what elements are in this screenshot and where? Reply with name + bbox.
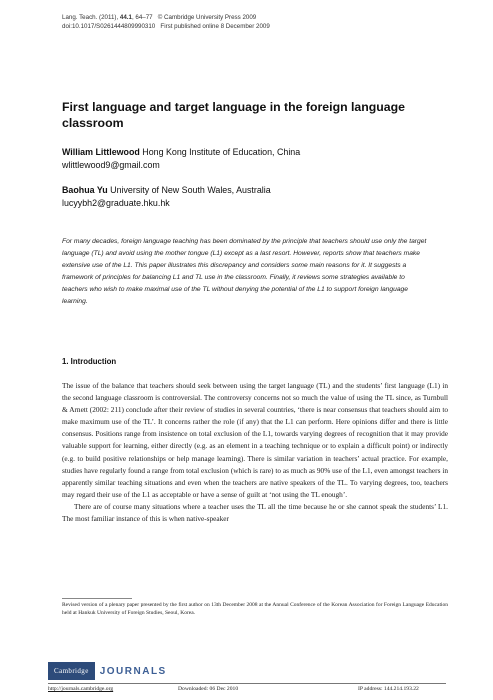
author-email[interactable]: wlittlewood9@gmail.com — [62, 160, 160, 170]
paragraph: There are of course many situations where a teacher uses the TL all the time because he or she cannot speak the students’ L1. The most familiar instance of this is when native-speaker — [62, 501, 448, 524]
page-range: , 64–77 — [131, 14, 153, 21]
author-block-1 — [62, 146, 300, 172]
author-block-2 — [62, 184, 271, 210]
doi[interactable]: doi:10.1017/S0261444809990310 — [62, 23, 156, 30]
author-affiliation: University of New South Wales, Australia — [107, 185, 271, 195]
journal-url-link[interactable]: http://journals.cambridge.org — [48, 686, 114, 692]
footnote-divider — [62, 598, 132, 599]
author-name: William Littlewood — [62, 147, 140, 157]
footnote: Revised version of a plenary paper presented by the first author on 13th December 2008 at the Annual Conference of the Korean Association for Foreign Language Education held at Hankuk University of Foreign Studies, Seoul, Korea. — [62, 602, 448, 617]
author-email[interactable]: lucyybh2@graduate.hku.hk — [62, 198, 170, 208]
article-title: First language and target language in the foreign language classroom — [62, 100, 405, 130]
citation-line — [62, 13, 270, 22]
publication-date: First published online 8 December 2009 — [160, 23, 270, 30]
cambridge-journals-logo[interactable] — [48, 662, 167, 680]
author-affiliation: Hong Kong Institute of Education, China — [139, 147, 301, 157]
paragraph: The issue of the balance that teachers should seek between using the target language (TL) and the students’ first language (L1) in the second language classroom is controversial. The controversy concerns not so much the value of using the TL since, as Turnbull & Arnett (2002: 211) conclude after their review of studies in several countries, ‘there is near consensus that teachers should aim to make maximum use of the TL’. It concerns rather the role (if any) that the L1 can perform. Here opinions differ and there is little consensus. Positions range from insistence on total exclusion of the L1, towards varying degrees of recognition that it may provide valuable support for learning, either directly (e.g. as an element in a teaching technique or to explain a difficult point) or indirectly (e.g. to build positive relationships or help manage learning). There is similar variation in teachers’ actual practice. For example, studies have regularly found a range from total exclusion (which is rare) to as much as 90% use of the L1, even amongst teachers in apparently similar teaching situations and even when the teachers are native speakers of the TL. To varying degrees, too, teachers may regard their use of the L1 as acceptable or have a sense of guilt at ‘not using the TL enough’. — [62, 381, 448, 499]
journal-citation: Lang. Teach. (2011), — [62, 14, 120, 21]
ip-address: IP address: 144.214.193.22 — [358, 686, 419, 692]
logo-cambridge: Cambridge — [48, 662, 95, 680]
author-name: Baohua Yu — [62, 185, 108, 195]
copyright-notice: © Cambridge University Press 2009 — [157, 14, 257, 21]
body-text — [62, 380, 448, 525]
download-date: Downloaded: 06 Dec 2010 — [178, 686, 239, 692]
footer-divider — [48, 683, 446, 684]
doi-line — [62, 22, 270, 31]
abstract: For many decades, foreign language teaching has been dominated by the principle that teachers should use only the target language (TL) and avoid using the mother tongue (L1) except as a last resort. However, reports show that teachers make extensive use of the L1. This paper illustrates this discrepancy and considers some main reasons for it. It suggests a framework of principles for balancing L1 and TL use in the classroom. Finally, it reviews some strategies available to teachers who wish to make maximal use of the TL without denying the potential of the L1 to support foreign language learning. — [62, 238, 427, 306]
logo-journals: JOURNALS — [99, 665, 167, 677]
volume-number: 44.1 — [119, 14, 132, 21]
section-heading: 1. Introduction — [62, 357, 117, 366]
article-metadata — [62, 13, 270, 31]
